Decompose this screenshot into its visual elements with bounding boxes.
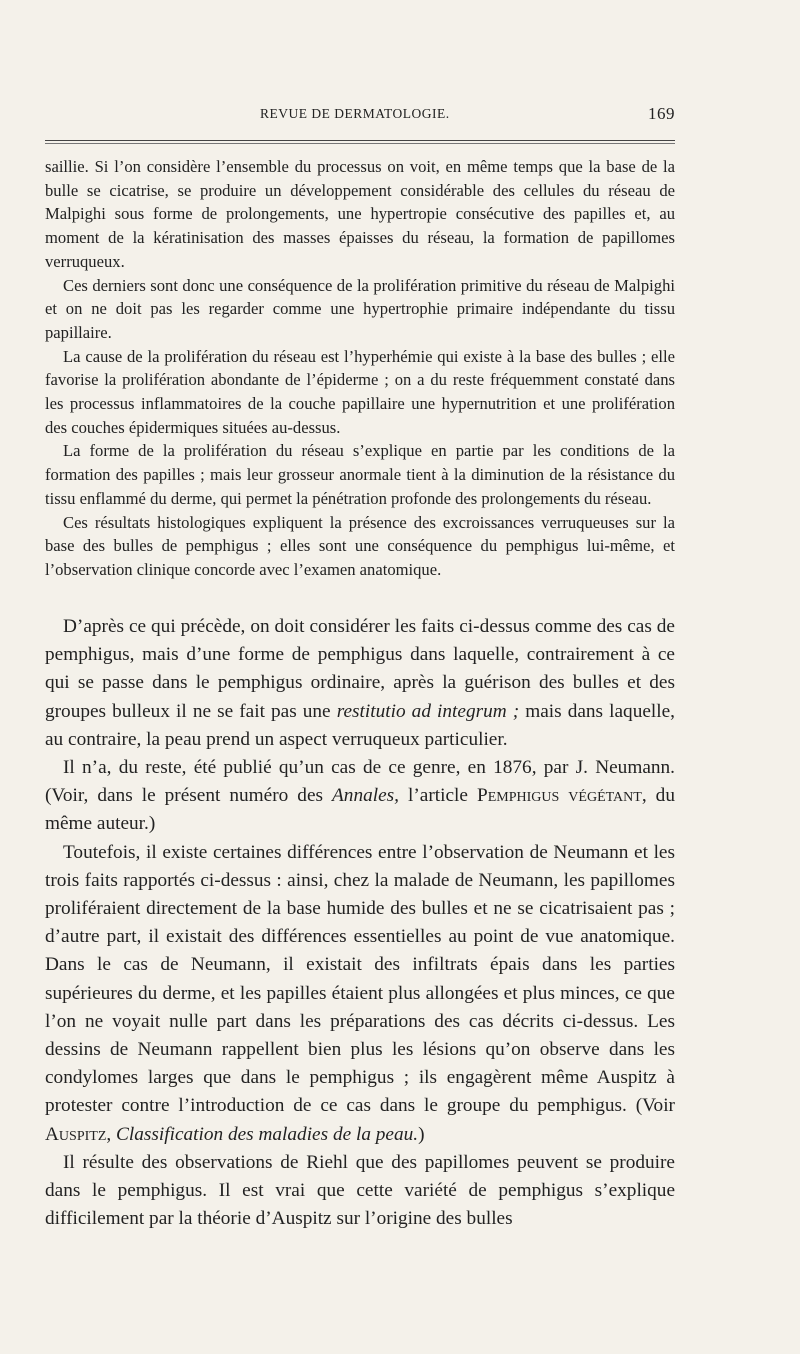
text-run: Il n’a, du reste, été publié qu’un cas de ce genre, en 1876, par J. Neumann. (Voir, dans le présent numéro des bbox=[45, 757, 675, 807]
small-caps-text: Pemphigus végétant, bbox=[476, 785, 647, 807]
header-rule bbox=[45, 140, 675, 141]
paragraph: La forme de la prolifération du réseau s’explique en partie par les conditions de la formation des papilles ; mais leur grosseur anormale tient à la diminution de la résistance du tissu enflammé du derme, qui permet la pénétration profonde des prolongements du réseau. bbox=[45, 441, 675, 508]
paragraph bbox=[45, 839, 675, 1149]
small-print-section bbox=[45, 155, 675, 582]
small-caps-text: Auspitz, bbox=[45, 1123, 112, 1145]
running-title: REVUE DE DERMATOLOGIE. bbox=[260, 106, 450, 121]
header-rule-thin bbox=[45, 143, 675, 144]
paragraph bbox=[45, 613, 675, 754]
italic-text: Annales, bbox=[332, 785, 399, 807]
paragraph: Ces derniers sont donc une conséquence de la prolifération primitive du réseau de Malpighi et on ne doit pas les regarder comme une hypertrophie primaire indépendante du tissu papillaire. bbox=[45, 275, 675, 342]
paragraph bbox=[45, 754, 675, 839]
italic-text: restitutio ad integrum ; bbox=[336, 700, 520, 722]
text-run: ) bbox=[418, 1123, 425, 1145]
paragraph: saillie. Si l’on considère l’ensemble du processus on voit, en même temps que la base de la bulle se cicatrise, se produire un développement considérable des cellules du réseau de Malpighi sous forme de prolongements, une hypertropie consécutive des papilles et, au moment de la kératinisation des masses épaisses du réseau, la formation de papillomes verruqueux. bbox=[45, 157, 675, 271]
text-run: Toutefois, il existe certaines différences entre l’observation de Neumann et les trois faits rapportés ci-dessus : ainsi, chez la malade de Neumann, les papillomes proliféraient directement de la base humide des bulles et ne se cicatrisaient pas ; d’autre part, il existait des différences essentielles au point de vue anatomique. Dans le cas de Neumann, il existait des infiltrats épais dans les parties supérieures du derme, et les papilles étaient plus allongées et plus minces, ce que l’on ne voyait nulle part dans les préparations des cas décrits ci-dessus. Les dessins de Neumann rappellent bien plus les lésions qu’on observe dans les condylomes larges que dans le pemphigus ; ils engagèrent même Auspitz à protester contre l’introduction de ce cas dans le groupe du pemphigus. bbox=[45, 841, 675, 1117]
text-run: (Voir bbox=[626, 1095, 675, 1117]
paragraph: Ces résultats histologiques expliquent la présence des excroissances verruqueuses sur la base des bulles de pemphigus ; elles sont une conséquence du pemphigus lui-même, et l’observation clinique concorde avec l’examen anatomique. bbox=[45, 512, 675, 579]
paragraph: La cause de la prolifération du réseau est l’hyperhémie qui existe à la base des bulles ; elle favorise la prolifération abondante de l’épiderme ; on a du reste fréquemment constaté dans les processus inflammatoires de la couche papillaire une hypernutrition et une prolifération des couches épidermiques situées au-dessus. bbox=[45, 346, 675, 437]
italic-text: Classification des maladies de la peau. bbox=[111, 1123, 419, 1145]
text-run: D’après ce qui précède, on doit considérer les faits ci-dessus comme des cas de pemphigus, mais d’une forme de pemphigus dans laquelle, contrairement à ce qui se passe dans le pemphigus ordinaire, après la guérison des bulles et des groupes bulleux il ne se fait pas une bbox=[45, 616, 675, 722]
main-text-section bbox=[45, 613, 675, 1233]
paragraph: Il résulte des observations de Riehl que des papillomes peuvent se produire dans le pemphigus. Il est vrai que cette variété de pemphigus s’explique difficilement par la théorie d’Auspitz sur l’origine des bulles bbox=[45, 1151, 675, 1230]
page-number: 169 bbox=[648, 104, 675, 123]
text-run: mais dans laquelle, au contraire, la peau prend un aspect verruqueux particulier. bbox=[45, 700, 675, 750]
page-header bbox=[45, 104, 675, 128]
text-run: l’article bbox=[398, 785, 477, 807]
text-run: du même auteur.) bbox=[45, 785, 675, 835]
